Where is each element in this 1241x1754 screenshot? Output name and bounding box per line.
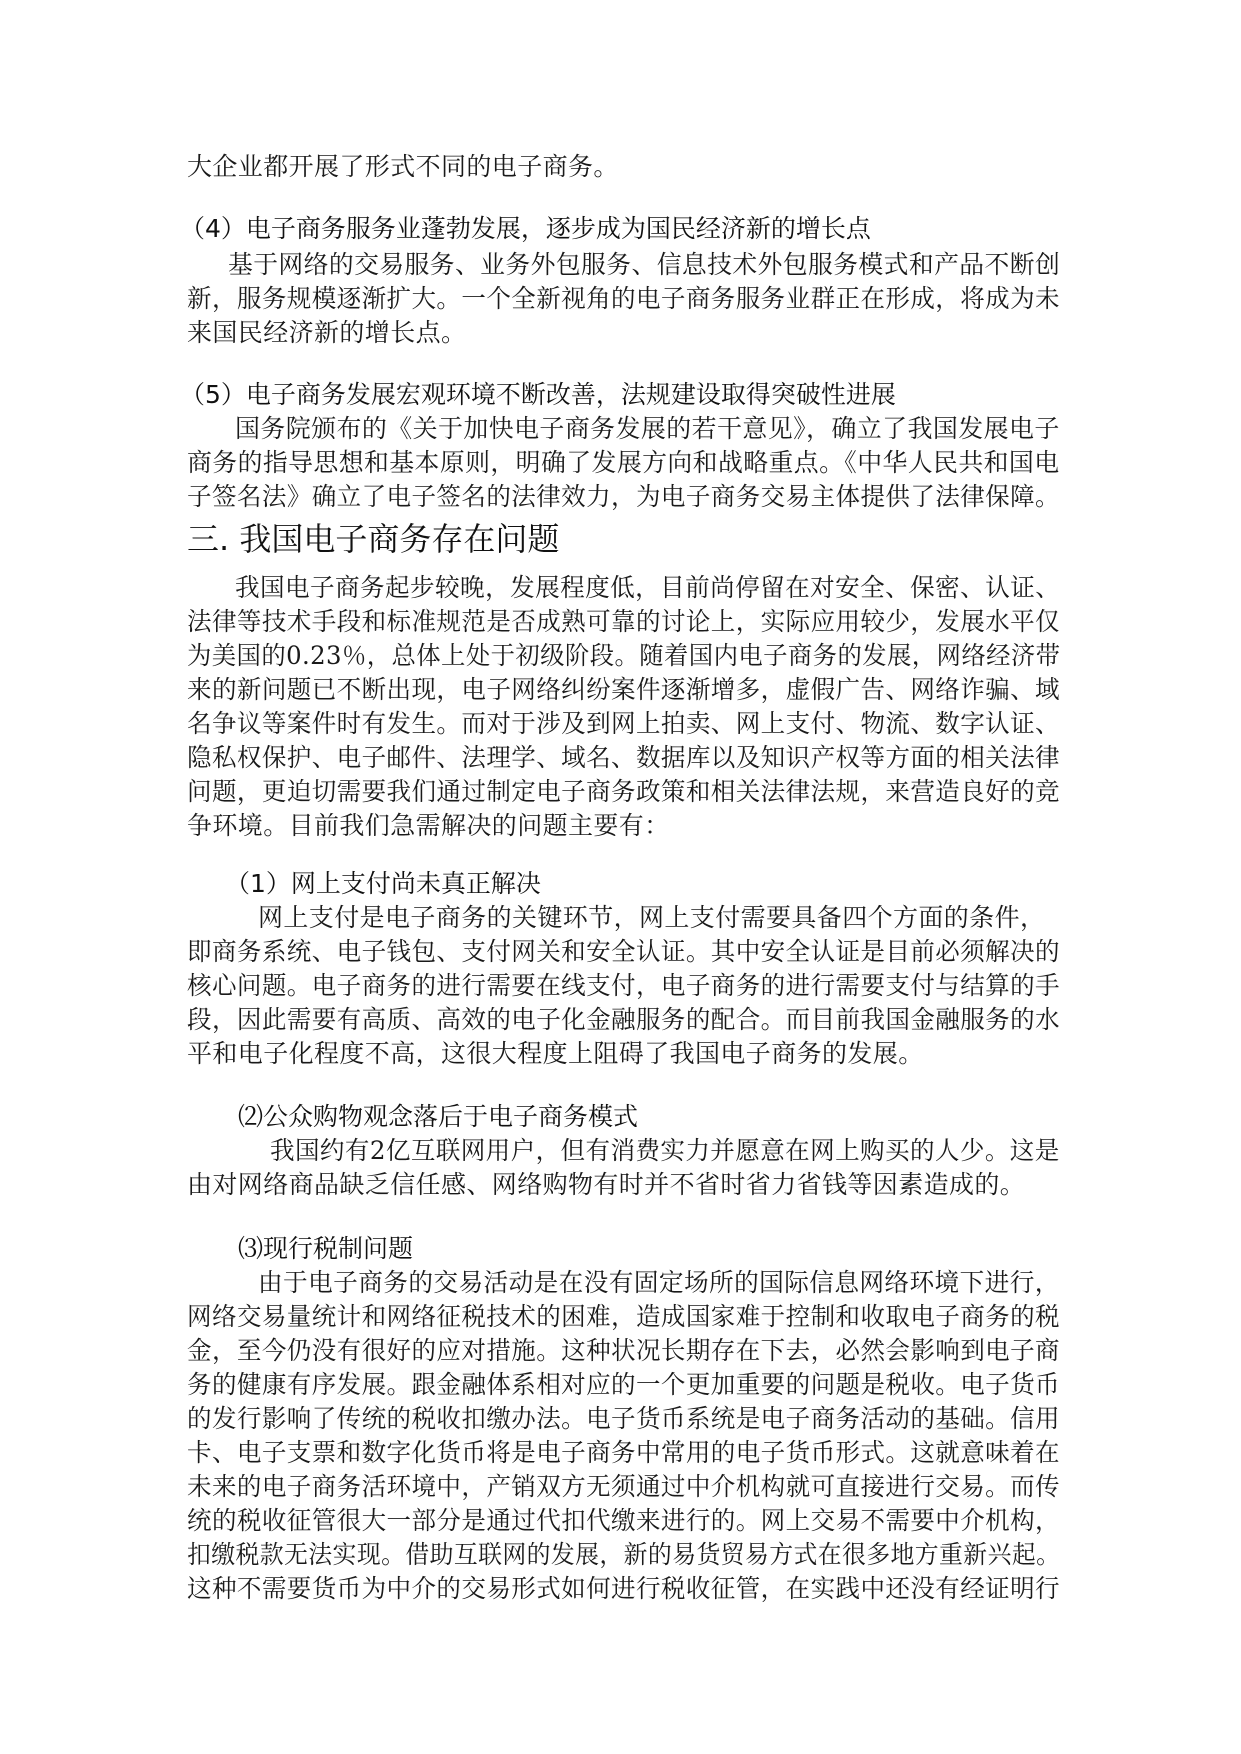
paragraph-line: 来的新问题已不断出现，电子网络纠纷案件逐渐增多，虚假广告、网络诈骗、域 [187,675,1061,704]
paragraph-line: 务的健康有序发展。跟金融体系相对应的一个更加重要的问题是税收。电子货币 [187,1370,1061,1399]
paragraph-line: 问题，更迫切需要我们通过制定电子商务政策和相关法律法规，来营造良好的竞 [187,777,1061,806]
paragraph-line: 为美国的0.23％，总体上处于初级阶段。随着国内电子商务的发展，网络经济带 [187,641,1061,670]
paragraph-line: 大企业都开展了形式不同的电子商务。 [187,152,619,181]
paragraph-line: 我国约有2亿互联网用户，但有消费实力并愿意在网上购买的人少。这是 [270,1136,1060,1165]
paragraph-line: 段，因此需要有高质、高效的电子化金融服务的配合。而目前我国金融服务的水 [187,1005,1061,1034]
paragraph-line: 新，服务规模逐渐扩大。一个全新视角的电子商务服务业群正在形成，将成为未 [187,284,1061,313]
paragraph-line: 由对网络商品缺乏信任感、网络购物有时并不省时省力省钱等因素造成的。 [187,1170,1026,1199]
problem-2-title: ⑵公众购物观念落后于电子商务模式 [238,1102,639,1131]
paragraph-line: 子签名法》确立了电子签名的法律效力，为电子商务交易主体提供了法律保障。 [187,482,1061,511]
paragraph-line: 商务的指导思想和基本原则，明确了发展方向和战略重点。《中华人民共和国电 [187,448,1060,477]
paragraph-line: 平和电子化程度不高，这很大程度上阻碍了我国电子商务的发展。 [187,1039,924,1068]
section-heading: 三. 我国电子商务存在问题 [187,520,560,558]
paragraph-line: 即商务系统、电子钱包、支付网关和安全认证。其中安全认证是目前必须解决的 [187,937,1061,966]
paragraph-line: 网络交易量统计和网络征税技术的困难，造成国家难于控制和收取电子商务的税 [187,1302,1061,1331]
paragraph-line: 由于电子商务的交易活动是在没有固定场所的国际信息网络环境下进行， [258,1268,1060,1297]
section-4-title: （4）电子商务服务业蓬勃发展，逐步成为国民经济新的增长点 [180,214,871,243]
paragraph-line: 基于网络的交易服务、业务外包服务、信息技术外包服务模式和产品不断创 [228,250,1061,279]
paragraph-line: 来国民经济新的增长点。 [187,318,467,347]
paragraph-line: 隐私权保护、电子邮件、法理学、域名、数据库以及知识产权等方面的相关法律 [187,743,1061,772]
paragraph-line: 核心问题。电子商务的进行需要在线支付，电子商务的进行需要支付与结算的手 [187,971,1061,1000]
paragraph-line: 金，至今仍没有很好的应对措施。这种状况长期存在下去，必然会影响到电子商 [187,1336,1061,1365]
paragraph-line: 的发行影响了传统的税收扣缴办法。电子货币系统是电子商务活动的基础。信用 [187,1404,1061,1433]
paragraph-line: 名争议等案件时有发生。而对于涉及到网上拍卖、网上支付、物流、数字认证、 [187,709,1061,738]
paragraph-line: 我国电子商务起步较晚，发展程度低，目前尚停留在对安全、保密、认证、 [235,573,1061,602]
paragraph-line: 统的税收征管很大一部分是通过代扣代缴来进行的。网上交易不需要中介机构， [187,1506,1061,1535]
paragraph-line: 卡、电子支票和数字化货币将是电子商务中常用的电子货币形式。这就意味着在 [187,1438,1061,1467]
section-5-title: （5）电子商务发展宏观环境不断改善，法规建设取得突破性进展 [180,380,896,409]
problem-1-title: （1）网上支付尚未真正解决 [225,869,541,898]
paragraph-line: 国务院颁布的《关于加快电子商务发展的若干意见》，确立了我国发展电子 [235,414,1060,443]
problem-3-title: ⑶现行税制问题 [238,1234,414,1263]
paragraph-line: 争环境。目前我们急需解决的问题主要有： [187,811,670,840]
paragraph-line: 未来的电子商务活环境中，产销双方无须通过中介机构就可直接进行交易。而传 [187,1472,1061,1501]
paragraph-line: 扣缴税款无法实现。借助互联网的发展，新的易货贸易方式在很多地方重新兴起。 [187,1540,1061,1569]
paragraph-line: 网上支付是电子商务的关键环节，网上支付需要具备四个方面的条件， [258,903,1046,932]
paragraph-line: 这种不需要货币为中介的交易形式如何进行税收征管，在实践中还没有经证明行 [187,1574,1061,1603]
paragraph-line: 法律等技术手段和标准规范是否成熟可靠的讨论上，实际应用较少，发展水平仅 [187,607,1061,636]
